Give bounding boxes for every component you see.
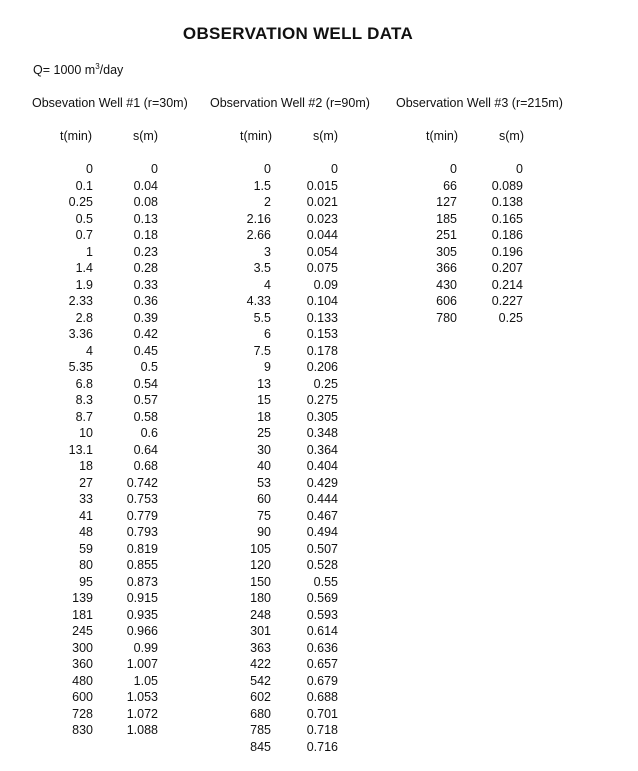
well-2-s-cell: 0.275 (306, 393, 338, 407)
well-1-t-cell: 2.33 (68, 294, 93, 308)
well-2-t-cell: 4.33 (246, 294, 271, 308)
well-1-s-header: s(m) (133, 129, 158, 143)
document-title: OBSERVATION WELL DATA (182, 24, 414, 43)
well-2-t-cell: 9 (264, 360, 271, 374)
well-2-s-cell: 0.09 (313, 277, 338, 292)
well-3-s-cell: 0.089 (491, 178, 523, 193)
well-1-t-cell: 18 (79, 459, 93, 473)
well-1-s-cell: 0.742 (126, 475, 158, 490)
well-2-t-cell: 5.5 (253, 310, 271, 325)
well-2-s-cell: 0.55 (313, 574, 338, 589)
well-3-s-cell: 0.165 (491, 211, 523, 226)
well-1-s-cell: 0.28 (133, 261, 158, 275)
well-2-t-cell: 248 (250, 607, 271, 622)
well-2-s-cell: 0.528 (306, 558, 338, 572)
well-1-title: Obsevation Well #1 (r=30m) (32, 96, 188, 110)
well-3-s-cell: 0 (516, 162, 523, 176)
well-2-s-cell: 0.467 (306, 508, 338, 523)
well-1-t-cell: 13.1 (68, 442, 93, 457)
well-2-t-cell: 6 (264, 327, 271, 341)
well-2-s-cell: 0.688 (306, 690, 338, 704)
well-3-t-cell: 251 (436, 228, 457, 242)
well-2-t-cell: 785 (250, 723, 271, 737)
well-2-t-cell: 7.5 (253, 343, 271, 358)
well-1-t-cell: 0.1 (75, 178, 93, 193)
well-2-t-cell: 90 (257, 525, 271, 539)
well-1-t-cell: 5.35 (68, 360, 93, 374)
well-1-t-cell: 41 (79, 508, 93, 523)
well-1-t-cell: 27 (79, 475, 93, 490)
well-2-s-cell: 0.444 (306, 492, 338, 506)
well-2-t-cell: 680 (250, 706, 271, 721)
well-1-t-cell: 245 (72, 624, 93, 638)
well-2-t-header: t(min) (240, 129, 272, 143)
well-1-s-cell: 0.54 (133, 376, 158, 391)
well-2-s-header: s(m) (313, 129, 338, 143)
well-2-s-cell: 0.701 (306, 706, 338, 721)
well-1-t-cell: 48 (79, 525, 93, 539)
well-2-s-cell: 0.153 (306, 327, 338, 341)
well-2-t-cell: 13 (257, 376, 271, 391)
well-1-t-header: t(min) (60, 129, 92, 143)
well-1-t-cell: 728 (72, 706, 93, 721)
well-1-s-cell: 0.36 (133, 294, 158, 308)
well-1-t-cell: 80 (79, 558, 93, 572)
well-2-s-cell: 0.023 (306, 211, 338, 226)
well-3-s-cell: 0.214 (491, 277, 523, 292)
well-1-s-cell: 0.935 (126, 607, 158, 622)
well-1-s-cell: 0.855 (126, 558, 158, 572)
well-2-s-cell: 0.104 (306, 294, 338, 308)
well-1-s-cell: 0.18 (133, 228, 158, 242)
well-3-t-cell: 305 (436, 244, 457, 259)
well-2-t-cell: 53 (257, 475, 271, 490)
well-2-s-cell: 0.178 (306, 343, 338, 358)
well-2-s-cell: 0.404 (306, 459, 338, 473)
well-2-t-cell: 3.5 (253, 261, 271, 275)
well-2-s-cell: 0.507 (306, 541, 338, 556)
well-2-t-cell: 40 (257, 459, 271, 473)
well-1-s-cell: 1.007 (126, 657, 158, 671)
well-3-t-cell: 127 (436, 195, 457, 209)
well-2-t-cell: 845 (250, 739, 271, 754)
well-2-t-cell: 1.5 (253, 178, 271, 193)
well-2-t-cell: 18 (257, 409, 271, 424)
well-3-t-cell: 66 (443, 178, 457, 193)
well-1-s-cell: 0.39 (133, 310, 158, 325)
well-1-t-cell: 1 (86, 244, 93, 259)
well-1-t-cell: 59 (79, 541, 93, 556)
well-2-t-cell: 301 (250, 624, 271, 638)
well-2-s-cell: 0.569 (306, 591, 338, 605)
well-2-t-cell: 3 (264, 244, 271, 259)
well-1-s-cell: 0.04 (133, 178, 158, 193)
well-1-s-cell: 1.088 (126, 723, 158, 737)
well-1-s-cell: 0 (151, 162, 158, 176)
well-1-t-cell: 0 (86, 162, 93, 176)
well-2-title: Observation Well #2 (r=90m) (210, 96, 370, 110)
well-2-s-cell: 0.364 (306, 442, 338, 457)
well-2-t-cell: 150 (250, 574, 271, 589)
well-3-s-cell: 0.186 (491, 228, 523, 242)
well-2-s-cell: 0.348 (306, 426, 338, 440)
well-1-s-cell: 1.05 (133, 673, 158, 688)
well-1-t-cell: 2.8 (75, 310, 93, 325)
well-1-t-cell: 0.5 (75, 211, 93, 226)
well-1-s-cell: 1.072 (126, 706, 158, 721)
well-3-t-cell: 366 (436, 261, 457, 275)
well-1-s-cell: 0.779 (126, 508, 158, 523)
well-1-t-cell: 181 (72, 607, 93, 622)
well-2-t-cell: 105 (250, 541, 271, 556)
well-2-t-cell: 15 (257, 393, 271, 407)
well-2-t-cell: 75 (257, 508, 271, 523)
well-1-s-cell: 0.6 (140, 426, 158, 440)
well-3-s-cell: 0.227 (491, 294, 523, 308)
well-1-s-cell: 0.819 (126, 541, 158, 556)
well-1-t-cell: 0.25 (68, 195, 93, 209)
well-2-s-cell: 0 (331, 162, 338, 176)
well-2-t-cell: 542 (250, 673, 271, 688)
well-2-t-cell: 2 (264, 195, 271, 209)
well-1-t-cell: 139 (72, 591, 93, 605)
well-2-t-cell: 60 (257, 492, 271, 506)
well-1-s-cell: 0.23 (133, 244, 158, 259)
well-1-s-cell: 0.793 (126, 525, 158, 539)
discharge-exponent: 3 (95, 62, 100, 71)
well-3-t-cell: 606 (436, 294, 457, 308)
well-1-t-cell: 8.3 (75, 393, 93, 407)
discharge-label (33, 62, 123, 77)
well-1-t-cell: 600 (72, 690, 93, 704)
well-3-title: Observation Well #3 (r=215m) (396, 96, 563, 110)
well-1-s-cell: 0.57 (133, 393, 158, 407)
well-3-s-cell: 0.207 (491, 261, 523, 275)
well-2-t-cell: 180 (250, 591, 271, 605)
well-1-s-cell: 0.966 (126, 624, 158, 638)
well-2-t-cell: 4 (264, 277, 271, 292)
well-1-t-cell: 95 (79, 574, 93, 589)
well-3-t-cell: 430 (436, 277, 457, 292)
well-3-s-cell: 0.196 (491, 244, 523, 259)
well-1-t-column (48, 161, 93, 739)
well-2-s-cell: 0.021 (306, 195, 338, 209)
well-1-s-cell: 0.753 (126, 492, 158, 506)
well-3-t-cell: 185 (436, 211, 457, 226)
well-2-s-cell: 0.657 (306, 657, 338, 671)
well-3-t-cell: 0 (450, 162, 457, 176)
well-2-s-cell: 0.206 (306, 360, 338, 374)
well-3-t-column (414, 161, 457, 326)
discharge-prefix: Q= 1000 m (33, 63, 96, 78)
well-2-t-cell: 422 (250, 657, 271, 671)
well-1-t-cell: 6.8 (75, 376, 93, 391)
well-2-s-cell: 0.494 (306, 525, 338, 539)
well-2-s-column (294, 161, 338, 755)
well-1-s-cell: 0.58 (133, 409, 158, 424)
well-2-t-cell: 0 (264, 162, 271, 176)
well-1-s-column (114, 161, 158, 739)
well-1-t-cell: 0.7 (75, 228, 93, 242)
well-2-s-cell: 0.716 (306, 739, 338, 754)
well-3-s-cell: 0.138 (491, 195, 523, 209)
well-1-t-cell: 8.7 (75, 409, 93, 424)
well-2-s-cell: 0.429 (306, 475, 338, 490)
well-1-s-cell: 1.053 (126, 690, 158, 704)
well-1-s-cell: 0.13 (133, 211, 158, 226)
well-1-t-cell: 480 (72, 673, 93, 688)
well-3-s-header: s(m) (499, 129, 524, 143)
well-3-s-cell: 0.25 (498, 310, 523, 325)
well-1-s-cell: 0.45 (133, 343, 158, 358)
well-3-t-cell: 780 (436, 310, 457, 325)
well-2-t-cell: 25 (257, 426, 271, 440)
well-1-t-cell: 10 (79, 426, 93, 440)
well-2-s-cell: 0.305 (306, 409, 338, 424)
well-1-t-cell: 360 (72, 657, 93, 671)
well-2-s-cell: 0.25 (313, 376, 338, 391)
well-2-t-cell: 363 (250, 640, 271, 655)
well-3-s-column (480, 161, 523, 326)
well-1-s-cell: 0.08 (133, 195, 158, 209)
well-1-s-cell: 0.99 (133, 640, 158, 655)
well-2-t-cell: 2.66 (246, 228, 271, 242)
well-1-t-cell: 830 (72, 723, 93, 737)
well-1-s-cell: 0.873 (126, 574, 158, 589)
well-2-s-cell: 0.133 (306, 310, 338, 325)
well-1-t-cell: 3.36 (68, 327, 93, 341)
well-1-s-cell: 0.5 (140, 360, 158, 374)
well-1-s-cell: 0.915 (126, 591, 158, 605)
well-2-t-cell: 602 (250, 690, 271, 704)
well-1-s-cell: 0.33 (133, 277, 158, 292)
well-1-s-cell: 0.42 (133, 327, 158, 341)
well-1-t-cell: 1.4 (75, 261, 93, 275)
well-1-s-cell: 0.64 (133, 442, 158, 457)
well-2-t-cell: 2.16 (246, 211, 271, 226)
well-2-t-column (228, 161, 271, 755)
well-2-s-cell: 0.679 (306, 673, 338, 688)
well-2-s-cell: 0.593 (306, 607, 338, 622)
well-1-t-cell: 1.9 (75, 277, 93, 292)
well-2-s-cell: 0.054 (306, 244, 338, 259)
well-1-t-cell: 300 (72, 640, 93, 655)
well-1-s-cell: 0.68 (133, 459, 158, 473)
well-3-t-header: t(min) (426, 129, 458, 143)
well-2-s-cell: 0.015 (306, 178, 338, 193)
well-1-t-cell: 33 (79, 492, 93, 506)
discharge-suffix: /day (99, 63, 124, 78)
well-2-s-cell: 0.044 (306, 228, 338, 242)
well-2-s-cell: 0.614 (306, 624, 338, 638)
well-2-s-cell: 0.636 (306, 640, 338, 655)
well-1-t-cell: 4 (86, 343, 93, 358)
well-2-t-cell: 120 (250, 558, 271, 572)
well-2-s-cell: 0.075 (306, 261, 338, 275)
well-2-t-cell: 30 (257, 442, 271, 457)
well-2-s-cell: 0.718 (306, 723, 338, 737)
